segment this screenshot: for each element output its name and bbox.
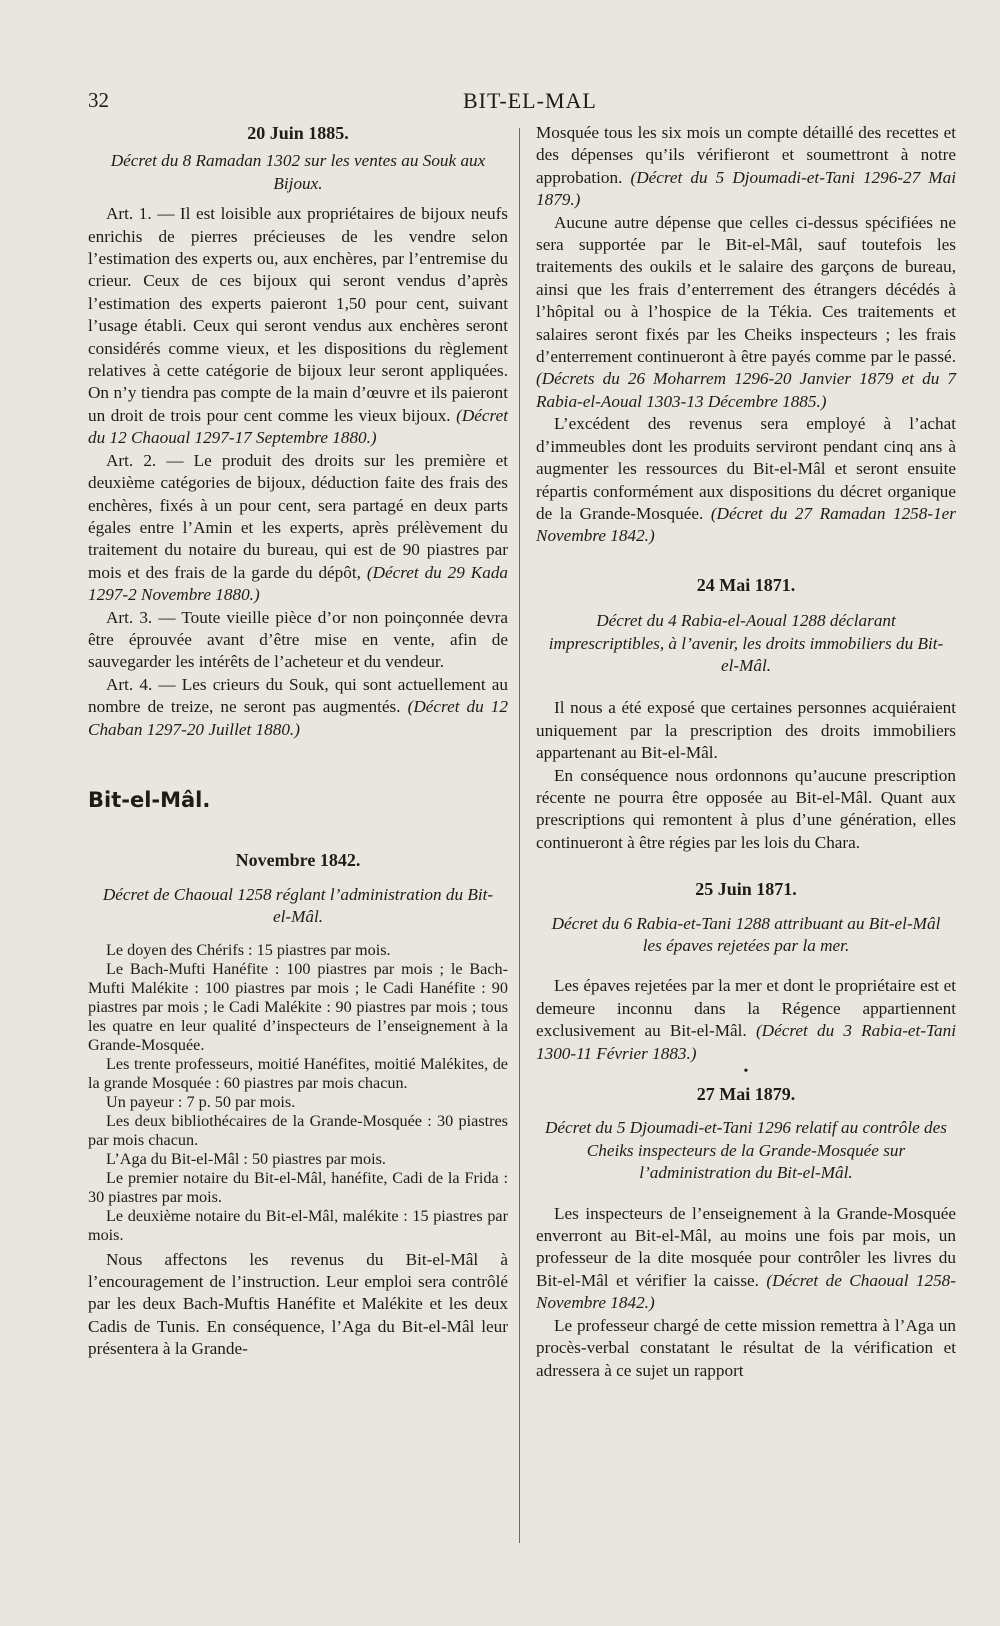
continued-paragraph xyxy=(536,122,956,212)
decree-title-administration: Décret de Chaoual 1258 réglant l’administration du Bit-el-Mâl. xyxy=(102,884,494,927)
paragraph-professeur: Le professeur chargé de cette mission remettra à l’Aga un procès-verbal constatant le résultat de la vérification et adressera à ce sujet un rapport xyxy=(536,1315,956,1380)
article-4-source: (Décret du 12 Chaban 1297-20 Juillet 1880.) xyxy=(88,697,508,739)
epaves-text: Les épaves rejetées par la mer et dont le propriétaire est et demeure inconnu dans la Régence appartiennent exclusivement au Bit-el-Mâl. xyxy=(536,976,956,1041)
article-4-text: Art. 4. — Les crieurs du Souk, qui sont actuellement au nombre de treize, ne seront pas augmentés. xyxy=(88,674,508,717)
list-item: Les deux bibliothécaires de la Grande-Mosquée : 30 piastres par mois chacun. xyxy=(88,1111,508,1149)
article-1 xyxy=(88,203,508,449)
epaves-source: (Décret du 3 Rabia-et-Tani 1300-11 Février 1883.) xyxy=(536,1021,956,1063)
paragraph-prescription-2: En conséquence nous ordonnons qu’aucune prescription récente ne pourra être opposée au Bit-el-Mâl. Quant aux prescriptions qui remontent à plus d’une génération, elles continueront à être régies par les lois du Chara. xyxy=(536,765,956,852)
decree-title-imprescriptible: Décret du 4 Rabia-el-Aoual 1288 déclarant imprescriptibles, à l’avenir, les droits immobiliers du Bit-el-Mâl. xyxy=(548,611,944,675)
paragraph-prescription-1: Il nous a été exposé que certaines personnes acquiéraient uniquement par la prescription des droits immobiliers appartenant au Bit-el-Mâl. xyxy=(536,698,956,763)
decree-date-1871-june: 25 Juin 1871. xyxy=(695,879,797,900)
list-item: Les trente professeurs, moitié Hanéfites, moitié Malékites, de la grande Mosquée : 60 piastres par mois chacun. xyxy=(88,1054,508,1092)
expenses-source: (Décrets du 26 Moharrem 1296-20 Janvier 1879 et du 7 Rabia-el-Aoual 1303-13 Décembre 1885.) xyxy=(536,369,956,411)
list-item: Le premier notaire du Bit-el-Mâl, hanéfite, Cadi de la Frida : 30 piastres par mois. xyxy=(88,1168,508,1206)
paragraph-expenses xyxy=(536,212,956,414)
running-title: BIT-EL-MAL xyxy=(463,88,597,113)
section-heading-bit-el-mal: Bit-el-Mâl. xyxy=(88,787,211,812)
paragraph-epaves xyxy=(536,975,956,1065)
salary-list xyxy=(88,941,508,1245)
expenses-text: Aucune autre dépense que celles ci-dessus spécifiées ne sera supportée par le Bit-el-Mâl, sauf toutefois les traitements des oukils et le salaire des garçons de bureau, ainsi que les frais d’enterrement des étrangers décédés à l’hôpital ou à l’hospice de la Tékia. Ces traitements et salaires seront fixés par les Cheiks inspecteurs ; les frais d’enterrement continueront à être payés comme par le passé. xyxy=(536,212,956,367)
decree-title-controle: Décret du 5 Djoumadi-et-Tani 1296 relatif au contrôle des Cheiks inspecteurs de la Grande-Mosquée sur l’administration du Bit-el-Mâl. xyxy=(545,1118,947,1183)
continued-source: (Décret du 5 Djoumadi-et-Tani 1296-27 Mai 1879.) xyxy=(536,167,956,210)
column-divider xyxy=(519,128,520,1543)
surplus-source: (Décret du 27 Ramadan 1258-1er Novembre 1842.) xyxy=(536,503,956,546)
right-column xyxy=(536,122,956,1382)
surplus-text: L’excédent des revenus sera employé à l’achat d’immeubles dont les produits serviront pendant cinq ans à augmenter les ressources du Bit-el-Mâl et seront ensuite répartis conformément aux dispositions du décret organique de la Grande-Mosquée. xyxy=(536,414,956,523)
continued-text: Mosquée tous les six mois un compte détaillé des recettes et des dépenses qu’ils vérifieront et soumettront à notre approbation. xyxy=(536,123,956,187)
closing-paragraph: Nous affectons les revenus du Bit-el-Mâl à l’encouragement de l’instruction. Leur emploi sera contrôlé par les deux Bach-Muftis Hanéfite et Malékite et les deux Cadis de Tunis. En conséquence, l’Aga du Bit-el-Mâl leur présentera à la Grande- xyxy=(88,1249,508,1359)
article-1-text: Art. 1. — Il est loisible aux propriétaires de bijoux neufs enrichis de pierres précieuses de les vendre selon l’estimation des experts ou, aux enchères, par l’entremise du crieur. Ceux de ces bijoux qui seront vendus d’après l’estimation des experts paieront 1,50 pour cent, suivant l’usage établi. Ceux qui seront vendus aux enchères seront considérés comme vieux, et les dispositions du règlement relatives à cette catégorie de bijoux leur seront appliquées. On n’y tiendra pas compte de la main d’œuvre et ils paieront un droit de trois pour cent comme les vieux bijoux. xyxy=(88,204,508,425)
inspecteurs-text: Les inspecteurs de l’enseignement à la Grande-Mosquée enverront au Bit-el-Mâl, au moins une fois par mois, un professeur de la dite mosquée pour contrôler les livres du Bit-el-Mâl et vérifier la caisse. xyxy=(536,1203,956,1290)
decree-date-1871-may: 24 Mai 1871. xyxy=(696,574,796,595)
list-item: Le Bach-Mufti Hanéfite : 100 piastres par mois ; le Bach-Mufti Malékite : 100 piastres par mois ; le Cadi Hanéfite : 90 piastres par mois ; le Cadi Malékite : 90 piastres par mois ; tous les quatre en leur qualité d’inspecteurs de l’enseignement à la Grande-Mosquée. xyxy=(88,959,508,1054)
decree-date-1879: 27 Mai 1879. xyxy=(696,1084,796,1105)
decree-title-epaves: Décret du 6 Rabia-et-Tani 1288 attribuant au Bit-el-Mâl les épaves rejetées par la mer. xyxy=(551,913,941,955)
decree-date-1885: 20 Juin 1885. xyxy=(247,123,349,143)
separator-dot: • xyxy=(743,1064,749,1080)
article-2-text: Art. 2. — Le produit des droits sur les première et deuxième catégories de bijoux, déduction faite des frais des enchères, fixés à un pour cent, sera partagé en deux parts égales entre l’Amin et les experts, après prélèvement du traitement du notaire du bureau, qui est de 90 piastres par mois et des frais de la garde du dépôt, xyxy=(88,450,508,582)
list-item: Le deuxième notaire du Bit-el-Mâl, malékite : 15 piastres par mois. xyxy=(88,1206,508,1244)
inspecteurs-source: (Décret de Chaoual 1258-Novembre 1842.) xyxy=(536,1270,956,1313)
article-3: Art. 3. — Toute vieille pièce d’or non poinçonnée devra être éprouvée avant d’être mise en vente, afin de sauvegarder les intérêts de l’acheteur et du vendeur. xyxy=(88,607,508,672)
list-item: Un payeur : 7 p. 50 par mois. xyxy=(106,1092,296,1111)
paragraph-surplus xyxy=(536,413,956,547)
article-4 xyxy=(88,674,508,741)
page-number: 32 xyxy=(88,88,109,112)
decree-title-souk-bijoux: Décret du 8 Ramadan 1302 sur les ventes au Souk aux Bijoux. xyxy=(110,151,486,193)
article-2-source: (Décret du 29 Kada 1297-2 Novembre 1880.) xyxy=(88,562,509,605)
running-head xyxy=(88,88,968,118)
list-item: L’Aga du Bit-el-Mâl : 50 piastres par mois. xyxy=(106,1149,386,1168)
article-1-source: (Décret du 12 Chaoual 1297-17 Septembre 1880.) xyxy=(88,405,509,448)
paragraph-inspecteurs xyxy=(536,1203,956,1315)
list-item: Le doyen des Chérifs : 15 piastres par mois. xyxy=(106,940,391,959)
left-column xyxy=(88,122,508,1361)
decree-date-1842: Novembre 1842. xyxy=(235,850,361,871)
article-2 xyxy=(88,450,508,607)
